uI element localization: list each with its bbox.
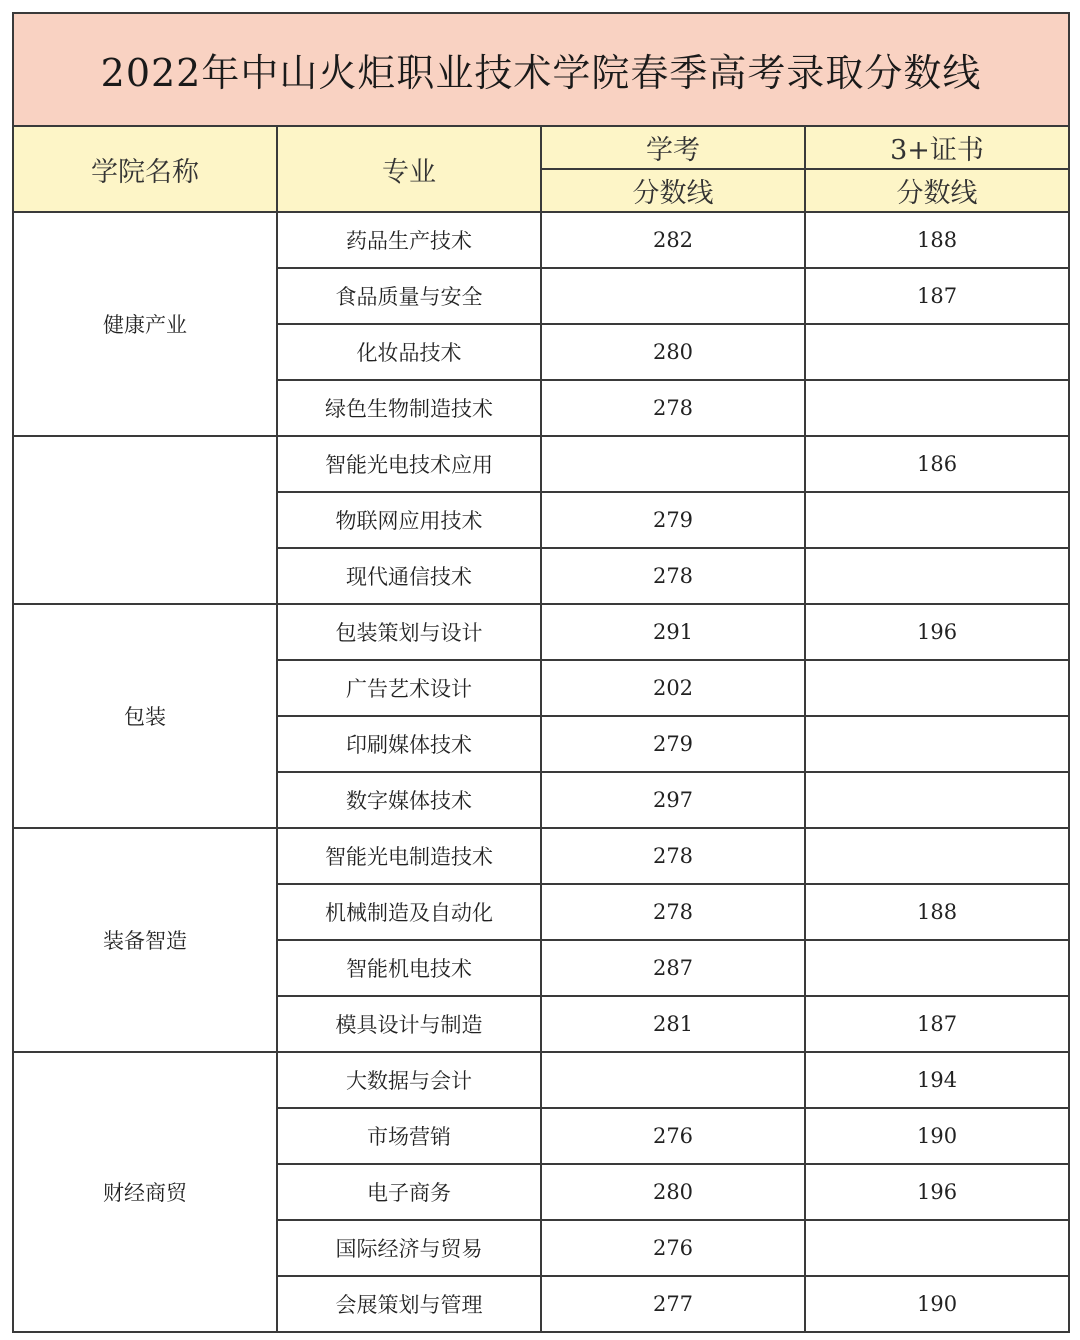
xuekao-score-cell: 277 [541,1276,805,1332]
major-cell: 机械制造及自动化 [277,884,541,940]
major-cell: 模具设计与制造 [277,996,541,1052]
college-name-cell: 装备智造 [13,828,277,1052]
major-cell: 电子商务 [277,1164,541,1220]
cert-score-cell [805,716,1069,772]
cert-score-cell: 194 [805,1052,1069,1108]
xuekao-score-cell: 280 [541,1164,805,1220]
cert-score-cell: 190 [805,1276,1069,1332]
major-cell: 市场营销 [277,1108,541,1164]
table-row [13,212,1069,268]
cert-score-cell: 187 [805,268,1069,324]
xuekao-score-cell: 287 [541,940,805,996]
major-cell: 智能机电技术 [277,940,541,996]
xuekao-score-cell: 278 [541,828,805,884]
xuekao-score-cell [541,268,805,324]
header-cert: 3+证书 [805,126,1069,169]
header-row-top [13,126,1069,169]
table-row [13,604,1069,660]
cert-score-cell [805,324,1069,380]
cert-score-cell [805,940,1069,996]
major-cell: 绿色生物制造技术 [277,380,541,436]
xuekao-score-cell: 279 [541,492,805,548]
college-name-cell: 财经商贸 [13,1052,277,1332]
cert-score-cell [805,660,1069,716]
table-row [13,828,1069,884]
major-cell: 现代通信技术 [277,548,541,604]
cert-score-cell [805,772,1069,828]
xuekao-score-cell: 282 [541,212,805,268]
cert-score-cell: 188 [805,884,1069,940]
xuekao-score-cell: 279 [541,716,805,772]
xuekao-score-cell: 202 [541,660,805,716]
score-table-body [13,13,1069,1332]
college-name-cell [13,436,277,604]
xuekao-score-cell [541,436,805,492]
cert-score-cell [805,380,1069,436]
major-cell: 药品生产技术 [277,212,541,268]
title-row [13,13,1069,126]
cert-score-cell [805,828,1069,884]
major-cell: 食品质量与安全 [277,268,541,324]
major-cell: 印刷媒体技术 [277,716,541,772]
major-cell: 数字媒体技术 [277,772,541,828]
cert-score-cell [805,548,1069,604]
xuekao-score-cell: 281 [541,996,805,1052]
xuekao-score-cell: 278 [541,548,805,604]
cert-score-cell [805,492,1069,548]
major-cell: 广告艺术设计 [277,660,541,716]
cert-score-cell: 196 [805,604,1069,660]
header-college: 学院名称 [13,126,277,212]
major-cell: 智能光电技术应用 [277,436,541,492]
major-cell: 国际经济与贸易 [277,1220,541,1276]
header-xuekao-sub: 分数线 [541,169,805,212]
cert-score-cell: 196 [805,1164,1069,1220]
cert-score-cell: 190 [805,1108,1069,1164]
xuekao-score-cell: 280 [541,324,805,380]
major-cell: 智能光电制造技术 [277,828,541,884]
college-name-cell: 包装 [13,604,277,828]
cert-score-cell [805,1220,1069,1276]
xuekao-score-cell: 276 [541,1220,805,1276]
xuekao-score-cell: 278 [541,884,805,940]
table-title: 2022年中山火炬职业技术学院春季高考录取分数线 [13,13,1069,126]
xuekao-score-cell: 291 [541,604,805,660]
xuekao-score-cell [541,1052,805,1108]
header-xuekao: 学考 [541,126,805,169]
xuekao-score-cell: 278 [541,380,805,436]
xuekao-score-cell: 276 [541,1108,805,1164]
major-cell: 大数据与会计 [277,1052,541,1108]
cert-score-cell: 187 [805,996,1069,1052]
major-cell: 物联网应用技术 [277,492,541,548]
major-cell: 会展策划与管理 [277,1276,541,1332]
table-row [13,436,1069,492]
xuekao-score-cell: 297 [541,772,805,828]
header-major: 专业 [277,126,541,212]
major-cell: 化妆品技术 [277,324,541,380]
table-row [13,1052,1069,1108]
score-table [12,12,1070,1333]
cert-score-cell: 188 [805,212,1069,268]
cert-score-cell: 186 [805,436,1069,492]
score-table-container [12,12,1068,1333]
major-cell: 包装策划与设计 [277,604,541,660]
college-name-cell: 健康产业 [13,212,277,436]
header-cert-sub: 分数线 [805,169,1069,212]
